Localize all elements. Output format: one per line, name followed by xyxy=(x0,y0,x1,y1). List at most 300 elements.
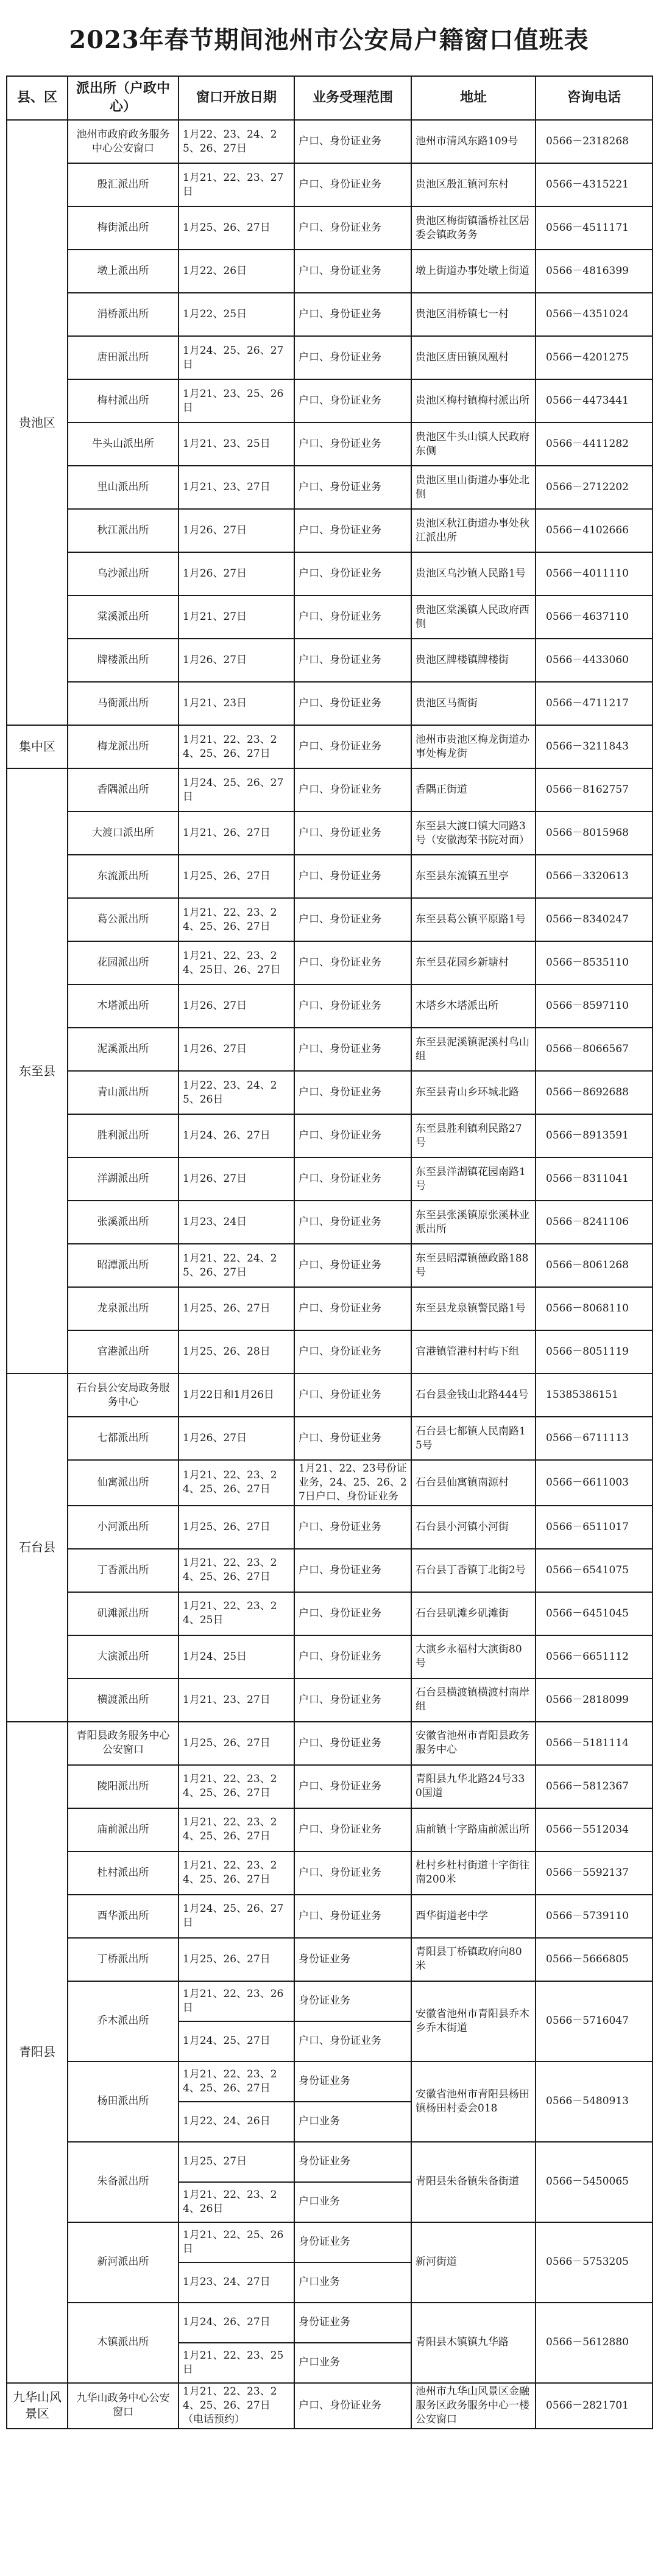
station-cell: 丁香派出所 xyxy=(68,1549,179,1592)
table-header-row xyxy=(7,76,653,120)
phone-cell: 0566－4711217 xyxy=(536,682,653,725)
date-cell: 1月26、27日 xyxy=(179,1028,294,1071)
station-cell: 乔木派出所 xyxy=(68,1981,179,2062)
station-cell: 酉华派出所 xyxy=(68,1895,179,1938)
table-row xyxy=(7,1851,653,1895)
table-row xyxy=(7,639,653,682)
phone-cell: 0566－5181114 xyxy=(536,1722,653,1765)
table-row xyxy=(7,423,653,466)
station-cell: 梅村派出所 xyxy=(68,379,179,423)
station-cell: 葛公派出所 xyxy=(68,898,179,941)
table-body xyxy=(7,120,653,2429)
scope-cell: 户口、身份证业务 xyxy=(294,1722,411,1765)
scope-cell: 户口、身份证业务 xyxy=(294,1071,411,1114)
address-cell: 石台县仙寓镇南源村 xyxy=(411,1460,536,1506)
phone-cell: 0566－4473441 xyxy=(536,379,653,423)
phone-cell: 0566－2712202 xyxy=(536,466,653,509)
scope-cell: 户口、身份证业务 xyxy=(294,1287,411,1330)
station-cell: 新河派出所 xyxy=(68,2222,179,2303)
phone-cell: 0566－4433060 xyxy=(536,639,653,682)
phone-cell: 0566－5612880 xyxy=(536,2303,653,2383)
table-row xyxy=(7,2222,653,2262)
station-cell: 洋湖派出所 xyxy=(68,1157,179,1201)
table-row xyxy=(7,206,653,250)
station-cell: 大演派出所 xyxy=(68,1635,179,1679)
date-cell: 1月24、25日 xyxy=(179,1635,294,1679)
address-cell: 池州市九华山风景区金融服务区政务服务中心一楼公安窗口 xyxy=(411,2383,536,2429)
date-cell: 1月26、27日 xyxy=(179,509,294,552)
address-cell: 墩上街道办事处墩上街道 xyxy=(411,250,536,293)
address-cell: 安徽省池州市青阳县政务服务中心 xyxy=(411,1722,536,1765)
scope-cell: 身份证业务 xyxy=(294,2062,411,2102)
table-row xyxy=(7,1981,653,2021)
station-cell: 丁桥派出所 xyxy=(68,1938,179,1981)
table-row xyxy=(7,1592,653,1635)
scope-cell: 身份证业务 xyxy=(294,1981,411,2021)
table-row xyxy=(7,2303,653,2343)
phone-cell: 0566－4816399 xyxy=(536,250,653,293)
date-cell: 1月25、27日 xyxy=(179,2142,294,2182)
phone-cell: 0566－4201275 xyxy=(536,336,653,379)
table-row xyxy=(7,163,653,206)
phone-cell: 0566－8162757 xyxy=(536,768,653,812)
date-cell: 1月24、25、27日 xyxy=(179,2021,294,2062)
address-cell: 石台县横渡镇横渡村南岸组 xyxy=(411,1679,536,1722)
address-cell: 东至县东流镇五里亭 xyxy=(411,855,536,898)
table-row xyxy=(7,2142,653,2182)
address-cell: 石台县小河镇小河街 xyxy=(411,1506,536,1549)
table-row xyxy=(7,855,653,898)
address-cell: 石台县金钱山北路444号 xyxy=(411,1374,536,1417)
address-cell: 贵池区殷汇镇河东村 xyxy=(411,163,536,206)
scope-cell: 户口、身份证业务 xyxy=(294,1244,411,1287)
phone-cell: 0566－3320613 xyxy=(536,855,653,898)
station-cell: 棠溪派出所 xyxy=(68,595,179,639)
date-cell: 1月21、22、23、24、25、26、27日 xyxy=(179,2062,294,2102)
date-cell: 1月21、23、27日 xyxy=(179,466,294,509)
scope-cell: 户口、身份证业务 xyxy=(294,941,411,984)
phone-cell: 0566－6511017 xyxy=(536,1506,653,1549)
station-cell: 青山派出所 xyxy=(68,1071,179,1114)
station-cell: 石台县公安局政务服务中心 xyxy=(68,1374,179,1417)
table-row xyxy=(7,812,653,855)
address-cell: 贵池区唐田镇凤凰村 xyxy=(411,336,536,379)
scope-cell: 户口、身份证业务 xyxy=(294,1330,411,1374)
phone-cell: 0566－5716047 xyxy=(536,1981,653,2062)
date-cell: 1月21、22、25、26日 xyxy=(179,2222,294,2262)
station-cell: 昭潭派出所 xyxy=(68,1244,179,1287)
date-cell: 1月21、22、23、24、25、26、27日 xyxy=(179,1808,294,1851)
phone-cell: 0566－2318268 xyxy=(536,120,653,163)
date-cell: 1月21、22、23、24、25、26、27日 xyxy=(179,1765,294,1808)
date-cell: 1月21、23、25、26日 xyxy=(179,379,294,423)
address-cell: 东至县龙泉镇警民路1号 xyxy=(411,1287,536,1330)
date-cell: 1月25、26、27日 xyxy=(179,1287,294,1330)
scope-cell: 户口、身份证业务 xyxy=(294,163,411,206)
scope-cell: 户口业务 xyxy=(294,2262,411,2303)
address-cell: 贵池区梅村镇梅村派出所 xyxy=(411,379,536,423)
scope-cell: 户口、身份证业务 xyxy=(294,595,411,639)
table-row xyxy=(7,725,653,768)
date-cell: 1月21、22、23、27日 xyxy=(179,163,294,206)
table-row xyxy=(7,768,653,812)
address-cell: 东至县青山乡环城北路 xyxy=(411,1071,536,1114)
county-cell: 集中区 xyxy=(7,725,68,768)
address-cell: 东至县葛公镇平原路1号 xyxy=(411,898,536,941)
table-row xyxy=(7,1765,653,1808)
table-row xyxy=(7,595,653,639)
scope-cell: 户口、身份证业务 xyxy=(294,1765,411,1808)
scope-cell: 1月21、22、23号份证业务，24、25、26、27日户口、身份证业务 xyxy=(294,1460,411,1506)
scope-cell: 户口、身份证业务 xyxy=(294,1506,411,1549)
page-title: 2023年春节期间池州市公安局户籍窗口值班表 xyxy=(69,25,589,54)
county-cell: 东至县 xyxy=(7,768,68,1374)
station-cell: 官港派出所 xyxy=(68,1330,179,1374)
phone-cell: 0566－8015968 xyxy=(536,812,653,855)
scope-cell: 户口业务 xyxy=(294,2102,411,2142)
date-cell: 1月22、26日 xyxy=(179,250,294,293)
table-row xyxy=(7,1157,653,1201)
phone-cell: 0566－6451045 xyxy=(536,1592,653,1635)
station-cell: 青阳县政务服务中心公安窗口 xyxy=(68,1722,179,1765)
scope-cell: 户口、身份证业务 xyxy=(294,423,411,466)
scope-cell: 户口、身份证业务 xyxy=(294,466,411,509)
scope-cell: 户口、身份证业务 xyxy=(294,1201,411,1244)
station-cell: 涓桥派出所 xyxy=(68,293,179,336)
station-cell: 仙寓派出所 xyxy=(68,1460,179,1506)
date-cell: 1月25、26、27日 xyxy=(179,1722,294,1765)
header-phone: 咨询电话 xyxy=(536,76,653,120)
address-cell: 贵池区乌沙镇人民路1号 xyxy=(411,552,536,595)
station-cell: 牛头山派出所 xyxy=(68,423,179,466)
station-cell: 胜利派出所 xyxy=(68,1114,179,1157)
table-row xyxy=(7,466,653,509)
county-cell: 石台县 xyxy=(7,1374,68,1722)
table-row xyxy=(7,1460,653,1506)
scope-cell: 户口、身份证业务 xyxy=(294,1851,411,1895)
station-cell: 梅龙派出所 xyxy=(68,725,179,768)
phone-cell: 0566－6651112 xyxy=(536,1635,653,1679)
table-row xyxy=(7,336,653,379)
address-cell: 东至县胜利镇利民路27号 xyxy=(411,1114,536,1157)
scope-cell: 户口、身份证业务 xyxy=(294,1028,411,1071)
address-cell: 东至县泥溪镇泥溪村鸟山组 xyxy=(411,1028,536,1071)
date-cell: 1月24、25、26、27日 xyxy=(179,1895,294,1938)
phone-cell: 0566－5753205 xyxy=(536,2222,653,2303)
phone-cell: 0566－8241106 xyxy=(536,1201,653,1244)
date-cell: 1月21、22、24、25、26、27日 xyxy=(179,1244,294,1287)
phone-cell: 0566－4102666 xyxy=(536,509,653,552)
table-row xyxy=(7,2383,653,2429)
station-cell: 横渡派出所 xyxy=(68,1679,179,1722)
address-cell: 官港镇管港村村屿下组 xyxy=(411,1330,536,1374)
phone-cell: 0566－4011110 xyxy=(536,552,653,595)
date-cell: 1月26、27日 xyxy=(179,1157,294,1201)
phone-cell: 0566－5666805 xyxy=(536,1938,653,1981)
date-cell: 1月25、26、27日 xyxy=(179,206,294,250)
phone-cell: 0566－8535110 xyxy=(536,941,653,984)
scope-cell: 户口、身份证业务 xyxy=(294,1895,411,1938)
phone-cell: 0566－8340247 xyxy=(536,898,653,941)
date-cell: 1月21、22、23、24、25、26、27日 xyxy=(179,725,294,768)
scope-cell: 户口、身份证业务 xyxy=(294,1417,411,1460)
station-cell: 大渡口派出所 xyxy=(68,812,179,855)
address-cell: 东至县大渡口镇大同路3号（安徽海荣书院对面） xyxy=(411,812,536,855)
scope-cell: 户口、身份证业务 xyxy=(294,1679,411,1722)
scope-cell: 户口、身份证业务 xyxy=(294,1808,411,1851)
table-row xyxy=(7,1244,653,1287)
date-cell: 1月25、26、27日 xyxy=(179,1938,294,1981)
scope-cell: 户口、身份证业务 xyxy=(294,2383,411,2429)
phone-cell: 0566－8597110 xyxy=(536,984,653,1028)
date-cell: 1月22日和1月26日 xyxy=(179,1374,294,1417)
table-row xyxy=(7,379,653,423)
station-cell: 矶滩派出所 xyxy=(68,1592,179,1635)
phone-cell: 0566－8066567 xyxy=(536,1028,653,1071)
date-cell: 1月21、23、25日 xyxy=(179,423,294,466)
scope-cell: 身份证业务 xyxy=(294,2222,411,2262)
date-cell: 1月24、25、26、27日 xyxy=(179,336,294,379)
address-cell: 东至县洋湖镇花园南路1号 xyxy=(411,1157,536,1201)
station-cell: 木镇派出所 xyxy=(68,2303,179,2383)
date-cell: 1月21、22、23、24、25、26、27日 xyxy=(179,1460,294,1506)
scope-cell: 户口、身份证业务 xyxy=(294,206,411,250)
date-cell: 1月22、23、24、25、26、27日 xyxy=(179,120,294,163)
date-cell: 1月21、22、23、24、25日 xyxy=(179,1592,294,1635)
address-cell: 东至县张溪镇原张溪林业派出所 xyxy=(411,1201,536,1244)
station-cell: 杨田派出所 xyxy=(68,2062,179,2142)
phone-cell: 0566－4411282 xyxy=(536,423,653,466)
phone-cell: 0566－8692688 xyxy=(536,1071,653,1114)
address-cell: 新河街道 xyxy=(411,2222,536,2303)
station-cell: 杜村派出所 xyxy=(68,1851,179,1895)
table-row xyxy=(7,120,653,163)
header-address: 地址 xyxy=(411,76,536,120)
table-row xyxy=(7,1635,653,1679)
scope-cell: 身份证业务 xyxy=(294,2303,411,2343)
date-cell: 1月21、22、23、24、25、26、27日 xyxy=(179,1549,294,1592)
table-row xyxy=(7,1549,653,1592)
phone-cell: 0566－4351024 xyxy=(536,293,653,336)
address-cell: 贵池区涓桥镇七一村 xyxy=(411,293,536,336)
address-cell: 贵池区秋江街道办事处秋江派出所 xyxy=(411,509,536,552)
table-row xyxy=(7,682,653,725)
station-cell: 张溪派出所 xyxy=(68,1201,179,1244)
scope-cell: 户口、身份证业务 xyxy=(294,120,411,163)
county-cell: 青阳县 xyxy=(7,1722,68,2383)
header-scope: 业务受理范围 xyxy=(294,76,411,120)
station-cell: 木塔派出所 xyxy=(68,984,179,1028)
scope-cell: 户口业务 xyxy=(294,2182,411,2222)
date-cell: 1月21、22、23、24、25、26、27日 xyxy=(179,1851,294,1895)
address-cell: 酉华街道老中学 xyxy=(411,1895,536,1938)
table-row xyxy=(7,984,653,1028)
scope-cell: 身份证业务 xyxy=(294,2142,411,2182)
station-cell: 秋江派出所 xyxy=(68,509,179,552)
scope-cell: 户口、身份证业务 xyxy=(294,509,411,552)
station-cell: 九华山政务中心公安窗口 xyxy=(68,2383,179,2429)
phone-cell: 0566－5450065 xyxy=(536,2142,653,2222)
duty-table xyxy=(6,75,653,2429)
scope-cell: 户口、身份证业务 xyxy=(294,855,411,898)
station-cell: 七都派出所 xyxy=(68,1417,179,1460)
station-cell: 马衙派出所 xyxy=(68,682,179,725)
date-cell: 1月22、25日 xyxy=(179,293,294,336)
date-cell: 1月25、26、27日 xyxy=(179,1506,294,1549)
scope-cell: 户口、身份证业务 xyxy=(294,725,411,768)
station-cell: 墩上派出所 xyxy=(68,250,179,293)
station-cell: 小河派出所 xyxy=(68,1506,179,1549)
station-cell: 泥溪派出所 xyxy=(68,1028,179,1071)
table-row xyxy=(7,2062,653,2102)
address-cell: 安徽省池州市青阳县杨田镇杨田村委会018 xyxy=(411,2062,536,2142)
address-cell: 青阳县朱备镇朱备街道 xyxy=(411,2142,536,2222)
phone-cell: 0566－2821701 xyxy=(536,2383,653,2429)
phone-cell: 0566－5812367 xyxy=(536,1765,653,1808)
date-cell: 1月22、23、24、25、26日 xyxy=(179,1071,294,1114)
table-row xyxy=(7,509,653,552)
table-row xyxy=(7,1201,653,1244)
table-row xyxy=(7,1679,653,1722)
phone-cell: 15385386151 xyxy=(536,1374,653,1417)
station-cell: 梅街派出所 xyxy=(68,206,179,250)
phone-cell: 0566－2818099 xyxy=(536,1679,653,1722)
phone-cell: 0566－3211843 xyxy=(536,725,653,768)
address-cell: 青阳县九华北路24号330国道 xyxy=(411,1765,536,1808)
table-row xyxy=(7,1374,653,1417)
phone-cell: 0566－5739110 xyxy=(536,1895,653,1938)
address-cell: 香隅正街道 xyxy=(411,768,536,812)
date-cell: 1月21、23日 xyxy=(179,682,294,725)
address-cell: 青阳县丁桥镇政府向80米 xyxy=(411,1938,536,1981)
phone-cell: 0566－5512034 xyxy=(536,1808,653,1851)
table-row xyxy=(7,1722,653,1765)
county-cell: 九华山风景区 xyxy=(7,2383,68,2429)
phone-cell: 0566－8051119 xyxy=(536,1330,653,1374)
scope-cell: 户口、身份证业务 xyxy=(294,898,411,941)
phone-cell: 0566－5480913 xyxy=(536,2062,653,2142)
scope-cell: 户口、身份证业务 xyxy=(294,2021,411,2062)
scope-cell: 户口、身份证业务 xyxy=(294,984,411,1028)
address-cell: 石台县丁香镇丁北街2号 xyxy=(411,1549,536,1592)
table-row xyxy=(7,250,653,293)
scope-cell: 户口、身份证业务 xyxy=(294,768,411,812)
phone-cell: 0566－8068110 xyxy=(536,1287,653,1330)
address-cell: 大演乡永福村大演街80号 xyxy=(411,1635,536,1679)
date-cell: 1月21、22、23、24、25、26、27日 xyxy=(179,898,294,941)
phone-cell: 0566－5592137 xyxy=(536,1851,653,1895)
scope-cell: 户口、身份证业务 xyxy=(294,1635,411,1679)
date-cell: 1月22、24、26日 xyxy=(179,2102,294,2142)
header-date: 窗口开放日期 xyxy=(179,76,294,120)
table-row xyxy=(7,1330,653,1374)
table-row xyxy=(7,898,653,941)
station-cell: 庙前派出所 xyxy=(68,1808,179,1851)
address-cell: 池州市贵池区梅龙街道办事处梅龙街 xyxy=(411,725,536,768)
address-cell: 庙前镇十字路庙前派出所 xyxy=(411,1808,536,1851)
scope-cell: 户口、身份证业务 xyxy=(294,552,411,595)
scope-cell: 户口、身份证业务 xyxy=(294,379,411,423)
header-county: 县、区 xyxy=(7,76,68,120)
scope-cell: 户口业务 xyxy=(294,2343,411,2383)
phone-cell: 0566－4511171 xyxy=(536,206,653,250)
address-cell: 石台县矶滩乡矶滩街 xyxy=(411,1592,536,1635)
date-cell: 1月25、26、28日 xyxy=(179,1330,294,1374)
address-cell: 贵池区牌楼镇牌楼街 xyxy=(411,639,536,682)
table-row xyxy=(7,1895,653,1938)
table-row xyxy=(7,1938,653,1981)
address-cell: 木塔乡木塔派出所 xyxy=(411,984,536,1028)
station-cell: 东流派出所 xyxy=(68,855,179,898)
address-cell: 东至县昭潭镇德政路188号 xyxy=(411,1244,536,1287)
address-cell: 贵池区马衙街 xyxy=(411,682,536,725)
phone-cell: 0566－4637110 xyxy=(536,595,653,639)
address-cell: 贵池区梅街镇潘桥社区居委会镇政务务 xyxy=(411,206,536,250)
date-cell: 1月21、23、27日 xyxy=(179,1679,294,1722)
phone-cell: 0566－8311041 xyxy=(536,1157,653,1201)
date-cell: 1月21、22、23、24、25日、26、27日 xyxy=(179,941,294,984)
date-cell: 1月24、25、26、27日 xyxy=(179,768,294,812)
address-cell: 石台县七都镇人民南路15号 xyxy=(411,1417,536,1460)
date-cell: 1月21、22、23、24、26日 xyxy=(179,2182,294,2222)
table-row xyxy=(7,1028,653,1071)
station-cell: 牌楼派出所 xyxy=(68,639,179,682)
station-cell: 乌沙派出所 xyxy=(68,552,179,595)
phone-cell: 0566－8913591 xyxy=(536,1114,653,1157)
table-row xyxy=(7,1114,653,1157)
station-cell: 花园派出所 xyxy=(68,941,179,984)
date-cell: 1月21、22、23、24、25、26、27日（电话预约） xyxy=(179,2383,294,2429)
table-row xyxy=(7,1287,653,1330)
phone-cell: 0566－8061268 xyxy=(536,1244,653,1287)
date-cell: 1月21、26、27日 xyxy=(179,812,294,855)
scope-cell: 身份证业务 xyxy=(294,1938,411,1981)
address-cell: 贵池区里山街道办事处北侧 xyxy=(411,466,536,509)
address-cell: 青阳县木镇镇九华路 xyxy=(411,2303,536,2383)
header-station: 派出所（户政中心） xyxy=(68,76,179,120)
date-cell: 1月26、27日 xyxy=(179,639,294,682)
table-row xyxy=(7,1417,653,1460)
scope-cell: 户口、身份证业务 xyxy=(294,336,411,379)
station-cell: 殷汇派出所 xyxy=(68,163,179,206)
date-cell: 1月26、27日 xyxy=(179,984,294,1028)
table-row xyxy=(7,1506,653,1549)
table-row xyxy=(7,552,653,595)
date-cell: 1月24、26、27日 xyxy=(179,2303,294,2343)
address-cell: 池州市清风东路109号 xyxy=(411,120,536,163)
station-cell: 龙泉派出所 xyxy=(68,1287,179,1330)
date-cell: 1月26、27日 xyxy=(179,1417,294,1460)
date-cell: 1月21、27日 xyxy=(179,595,294,639)
date-cell: 1月21、22、23、26日 xyxy=(179,1981,294,2021)
station-cell: 里山派出所 xyxy=(68,466,179,509)
scope-cell: 户口、身份证业务 xyxy=(294,1374,411,1417)
scope-cell: 户口、身份证业务 xyxy=(294,682,411,725)
date-cell: 1月23、24、27日 xyxy=(179,2262,294,2303)
phone-cell: 0566－4315221 xyxy=(536,163,653,206)
scope-cell: 户口、身份证业务 xyxy=(294,250,411,293)
county-cell: 贵池区 xyxy=(7,120,68,725)
address-cell: 杜村乡杜村街道十字街往南200米 xyxy=(411,1851,536,1895)
table-row xyxy=(7,1071,653,1114)
date-cell: 1月23、24日 xyxy=(179,1201,294,1244)
table-row xyxy=(7,293,653,336)
address-cell: 贵池区牛头山镇人民政府东侧 xyxy=(411,423,536,466)
table-row xyxy=(7,941,653,984)
scope-cell: 户口、身份证业务 xyxy=(294,1549,411,1592)
scope-cell: 户口、身份证业务 xyxy=(294,293,411,336)
date-cell: 1月25、26、27日 xyxy=(179,855,294,898)
